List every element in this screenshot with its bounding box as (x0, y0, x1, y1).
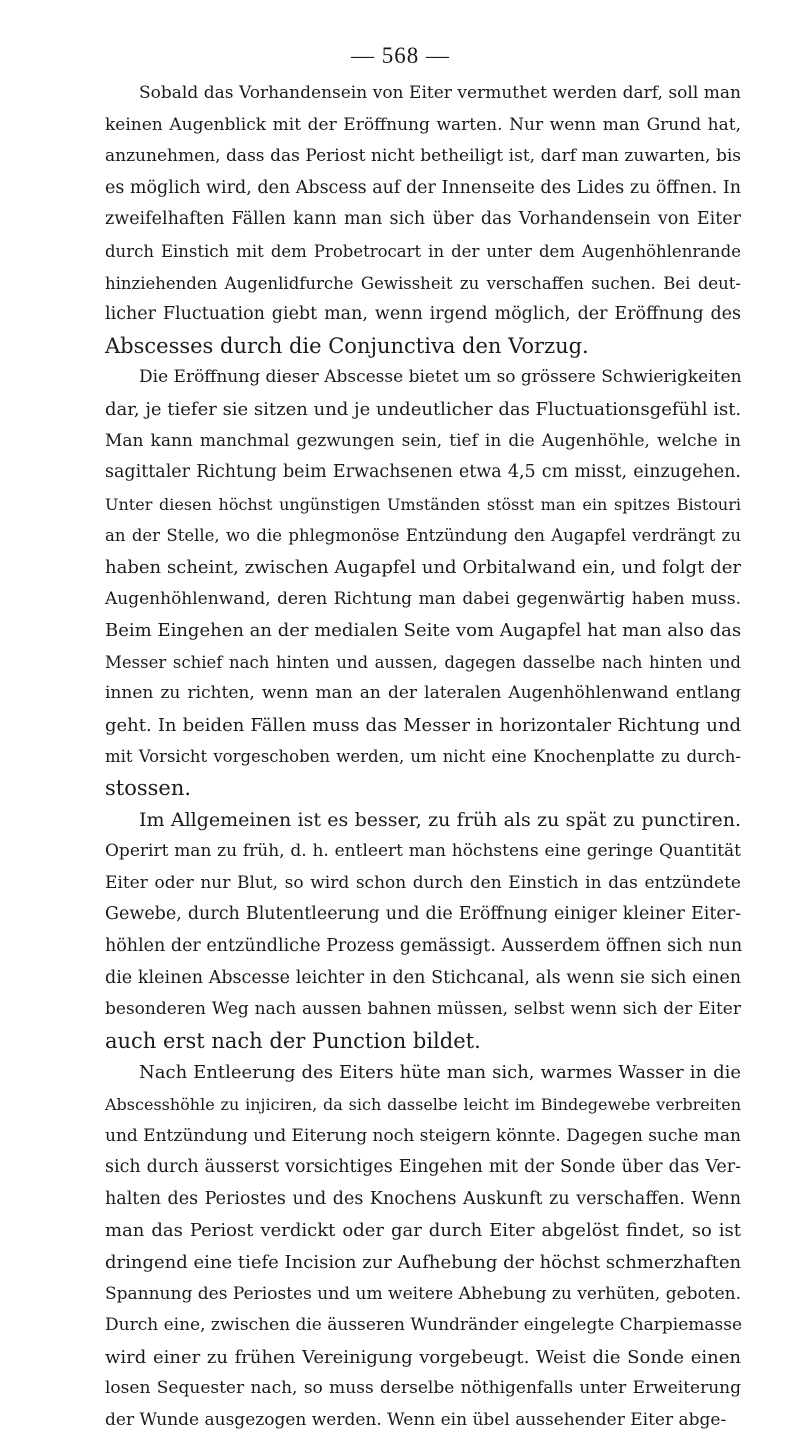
text-line: man das Periost verdickt oder gar durch Eiter abgelöst findet, so ist (105, 1220, 741, 1242)
text-line: Durch eine, zwischen die äusseren Wundränder eingelegte Charpiemasse (105, 1315, 743, 1336)
text-line: haben scheint, zwischen Augapfel und Orbitalwand ein, und folgt der (105, 556, 741, 578)
text-line: die kleinen Abscesse leichter in den Stichcanal, als wenn sie sich einen (105, 967, 741, 988)
text-line: sich durch äusserst vorsichtiges Eingehen mit der Sonde über das Ver- (105, 1157, 741, 1178)
text-line: mit Vorsicht vorgeschoben werden, um nicht eine Knochenplatte zu durch- (105, 747, 741, 767)
text-line: durch Einstich mit dem Probetrocart in der unter dem Augenhöhlenrande (105, 241, 741, 261)
text-line: Die Eröffnung dieser Abscesse bietet um so grössere Schwierigkeiten (139, 367, 742, 388)
text-line: Operirt man zu früh, d. h. entleert man höchstens eine geringe Quantität (105, 841, 741, 862)
text-line: sagittaler Richtung beim Erwachsenen etwa 4,5 cm misst, einzugehen. (105, 462, 741, 483)
text-line: Augenhöhlenwand, deren Richtung man dabei gegenwärtig haben muss. (105, 588, 741, 609)
text-line: Spannung des Periostes und um weitere Abhebung zu verhüten, geboten. (105, 1283, 741, 1304)
text-line: Sobald das Vorhandensein von Eiter vermuthet werden darf, soll man (139, 83, 741, 103)
text-line: geht. In beiden Fällen muss das Messer in horizontaler Richtung und (105, 714, 741, 736)
text-line: losen Sequester nach, so muss derselbe nöthigenfalls unter Erweiterung (105, 1378, 741, 1399)
text-line: Man kann manchmal gezwungen sein, tief in die Augenhöhle, welche in (105, 430, 741, 451)
text-line: dar, je tiefer sie sitzen und je undeutlicher das Fluctuationsgefühl ist. (105, 398, 742, 420)
text-line: Gewebe, durch Blutentleerung und die Eröffnung einiger kleiner Eiter- (105, 904, 741, 925)
text-line: Abscesshöhle zu injiciren, da sich dasselbe leicht im Bindegewebe verbreiten (105, 1095, 741, 1114)
text-line: hinziehenden Augenlidfurche Gewissheit zu verschaffen suchen. Bei deut- (105, 273, 741, 293)
text-line: licher Fluctuation giebt man, wenn irgend möglich, der Eröffnung des (105, 304, 741, 325)
text-line: wird einer zu frühen Vereinigung vorgebeugt. Weist die Sonde einen (105, 1346, 741, 1368)
text-line: halten des Periostes und des Knochens Auskunft zu verschaffen. Wenn (105, 1188, 741, 1209)
text-line: Abscesses durch die Conjunctiva den Vorzug. (105, 333, 589, 358)
text-line: innen zu richten, wenn man an der lateralen Augenhöhlenwand entlang (105, 683, 741, 704)
text-line: Messer schief nach hinten und aussen, dagegen dasselbe nach hinten und (105, 652, 741, 672)
text-line: es möglich wird, den Abscess auf der Innenseite des Lides zu öffnen. In (105, 177, 742, 198)
text-line: an der Stelle, wo die phlegmonöse Entzündung den Augapfel verdrängt zu (105, 526, 741, 546)
text-line: Nach Entleerung des Eiters hüte man sich, warmes Wasser in die (139, 1062, 741, 1084)
text-line: Unter diesen höchst ungünstigen Umständen stösst man ein spitzes Bistouri (105, 494, 741, 514)
page-number: — 568 — (351, 43, 450, 68)
text-line: Eiter oder nur Blut, so wird schon durch den Einstich in das entzündete (105, 872, 741, 893)
text-line: besonderen Weg nach aussen bahnen müssen, selbst wenn sich der Eiter (105, 999, 741, 1020)
text-line: anzunehmen, dass das Periost nicht betheiligt ist, darf man zuwarten, bis (105, 146, 741, 167)
text-line: Beim Eingehen an der medialen Seite vom Augapfel hat man also das (105, 620, 742, 642)
text-line: höhlen der entzündliche Prozess gemässigt. Ausserdem öffnen sich nun (105, 936, 743, 957)
body-text (105, 78, 741, 1437)
text-line: Im Allgemeinen ist es besser, zu früh als zu spät zu punctiren. (139, 808, 741, 831)
text-line: auch erst nach der Punction bildet. (105, 1028, 481, 1053)
text-line: dringend eine tiefe Incision zur Aufhebung der höchst schmerzhaften (105, 1251, 742, 1273)
text-line: zweifelhaften Fällen kann man sich über das Vorhandensein von Eiter (105, 209, 741, 230)
text-line: keinen Augenblick mit der Eröffnung warten. Nur wenn man Grund hat, (105, 114, 741, 135)
text-line: stossen. (105, 776, 192, 801)
text-line: und Entzündung und Eiterung noch steigern könnte. Dagegen suche man (105, 1125, 742, 1146)
text-line: der Wunde ausgezogen werden. Wenn ein übel aussehender Eiter abge- (105, 1409, 727, 1430)
